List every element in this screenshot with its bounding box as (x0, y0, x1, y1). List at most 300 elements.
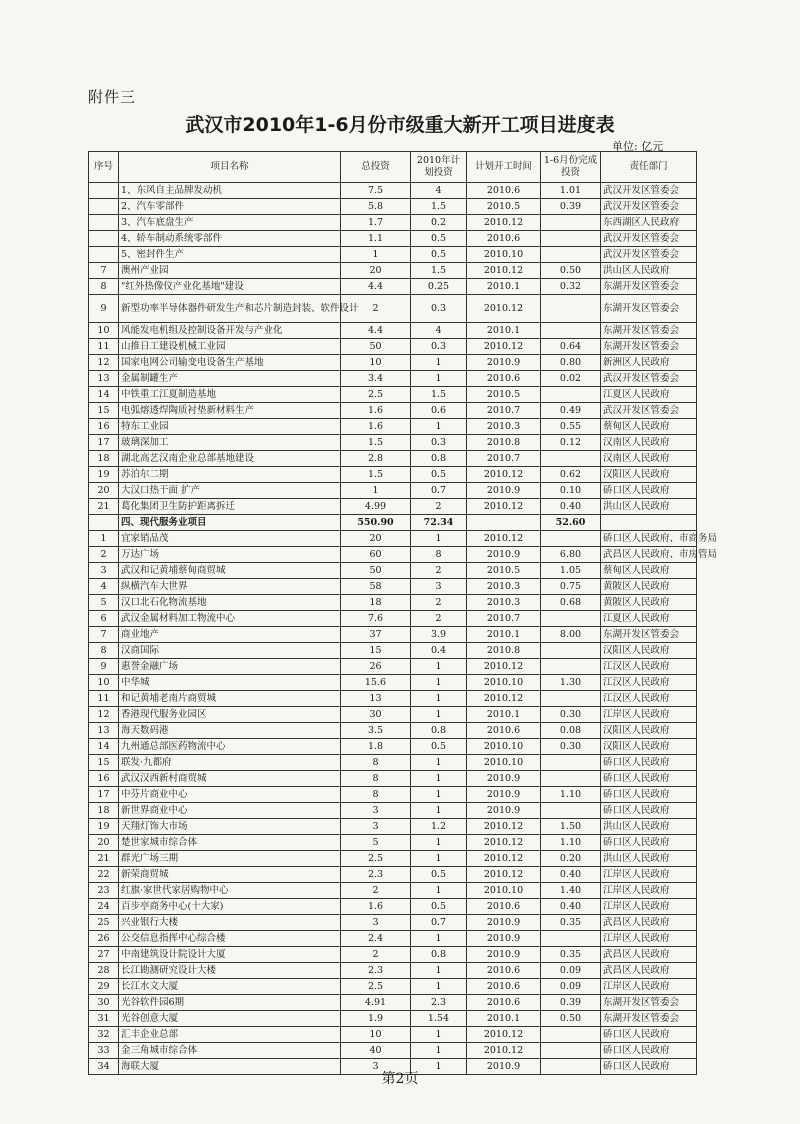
cell-no: 12 (89, 355, 119, 371)
cell-project-name: 九州通总部医药物流中心 (119, 739, 341, 755)
cell-completed-investment: 0.09 (541, 979, 601, 995)
cell-no: 27 (89, 947, 119, 963)
cell-completed-investment: 0.64 (541, 339, 601, 355)
cell-total-investment: 2 (341, 295, 411, 323)
cell-responsible-dept: 武汉开发区管委会 (601, 247, 697, 263)
cell-completed-investment: 0.39 (541, 995, 601, 1011)
cell-project-name: 2、汽车零部件 (119, 199, 341, 215)
table-row (89, 787, 697, 803)
cell-planned-investment: 2 (411, 499, 467, 515)
table-row (89, 627, 697, 643)
cell-no: 19 (89, 819, 119, 835)
cell-planned-investment: 1 (411, 835, 467, 851)
cell-start-time: 2010.1 (467, 279, 541, 295)
table-row (89, 579, 697, 595)
cell-responsible-dept: 硚口区人民政府 (601, 835, 697, 851)
cell-start-time: 2010.12 (467, 659, 541, 675)
cell-start-time: 2010.9 (467, 915, 541, 931)
cell-project-name: 商业地产 (119, 627, 341, 643)
cell-completed-investment (541, 931, 601, 947)
cell-completed-investment: 1.10 (541, 787, 601, 803)
cell-planned-investment: 1.5 (411, 387, 467, 403)
table-row (89, 691, 697, 707)
page-title: 武汉市2010年1-6月份市级重大新开工项目进度表 (185, 114, 615, 136)
cell-project-name: 新荣商贸城 (119, 867, 341, 883)
cell-project-name: 新型功率半导体器件研发生产和芯片制造封装、软件设计 (119, 295, 341, 323)
table-row (89, 355, 697, 371)
cell-responsible-dept: 武昌区人民政府 (601, 947, 697, 963)
cell-responsible-dept: 东湖开发区管委会 (601, 1011, 697, 1027)
cell-start-time: 2010.3 (467, 579, 541, 595)
cell-start-time: 2010.12 (467, 531, 541, 547)
cell-no: 19 (89, 467, 119, 483)
cell-project-name: 汇丰企业总部 (119, 1027, 341, 1043)
cell-responsible-dept: 东湖开发区管委会 (601, 627, 697, 643)
cell-no: 4 (89, 579, 119, 595)
table-row (89, 819, 697, 835)
cell-total-investment: 50 (341, 563, 411, 579)
cell-start-time: 2010.9 (467, 1059, 541, 1075)
cell-responsible-dept: 汉阳区人民政府 (601, 643, 697, 659)
cell-planned-investment: 3.9 (411, 627, 467, 643)
progress-table (88, 151, 718, 1075)
cell-total-investment: 13 (341, 691, 411, 707)
table-row (89, 515, 697, 531)
cell-total-investment: 15 (341, 643, 411, 659)
table-row (89, 339, 697, 355)
cell-responsible-dept: 江岸区人民政府 (601, 979, 697, 995)
cell-planned-investment: 0.3 (411, 435, 467, 451)
cell-start-time: 2010.1 (467, 627, 541, 643)
cell-total-investment: 2.3 (341, 867, 411, 883)
cell-no: 7 (89, 263, 119, 279)
table-row (89, 771, 697, 787)
column-header-start: 计划开工时间 (467, 152, 541, 183)
cell-project-name: 海天数码港 (119, 723, 341, 739)
cell-no (89, 183, 119, 199)
cell-start-time: 2010.10 (467, 755, 541, 771)
cell-completed-investment (541, 323, 601, 339)
cell-start-time: 2010.7 (467, 611, 541, 627)
cell-planned-investment: 1 (411, 531, 467, 547)
cell-no: 18 (89, 803, 119, 819)
cell-start-time: 2010.12 (467, 295, 541, 323)
cell-completed-investment (541, 803, 601, 819)
cell-start-time: 2010.5 (467, 563, 541, 579)
cell-planned-investment: 0.8 (411, 947, 467, 963)
cell-total-investment: 1.6 (341, 403, 411, 419)
cell-project-name: 惠誉金融广场 (119, 659, 341, 675)
cell-total-investment: 3.4 (341, 371, 411, 387)
cell-total-investment: 1 (341, 483, 411, 499)
cell-planned-investment: 0.5 (411, 739, 467, 755)
cell-start-time: 2010.9 (467, 547, 541, 563)
cell-start-time: 2010.9 (467, 947, 541, 963)
table-row (89, 483, 697, 499)
cell-planned-investment: 4 (411, 183, 467, 199)
cell-planned-investment: 1 (411, 851, 467, 867)
cell-responsible-dept: 武汉开发区管委会 (601, 403, 697, 419)
cell-total-investment: 2.5 (341, 851, 411, 867)
cell-no: 15 (89, 755, 119, 771)
cell-project-name: 4、轿车制动系统零部件 (119, 231, 341, 247)
cell-total-investment: 3 (341, 1059, 411, 1075)
cell-no: 13 (89, 371, 119, 387)
cell-no: 3 (89, 563, 119, 579)
cell-completed-investment: 1.10 (541, 835, 601, 851)
cell-completed-investment (541, 1043, 601, 1059)
cell-total-investment: 20 (341, 531, 411, 547)
table-row (89, 643, 697, 659)
cell-responsible-dept: 洪山区人民政府 (601, 499, 697, 515)
cell-no (89, 515, 119, 531)
cell-planned-investment: 72.34 (411, 515, 467, 531)
cell-planned-investment: 1.5 (411, 199, 467, 215)
cell-total-investment: 8 (341, 787, 411, 803)
cell-completed-investment (541, 755, 601, 771)
cell-no: 16 (89, 419, 119, 435)
cell-responsible-dept: 硚口区人民政府 (601, 1027, 697, 1043)
table-row (89, 563, 697, 579)
cell-start-time: 2010.6 (467, 183, 541, 199)
cell-start-time: 2010.7 (467, 403, 541, 419)
cell-planned-investment: 0.25 (411, 279, 467, 295)
cell-responsible-dept: 江岸区人民政府 (601, 883, 697, 899)
table-row (89, 451, 697, 467)
column-header-dept: 责任部门 (601, 152, 697, 183)
cell-planned-investment: 3 (411, 579, 467, 595)
cell-total-investment: 3 (341, 803, 411, 819)
cell-no: 21 (89, 851, 119, 867)
cell-total-investment: 8 (341, 755, 411, 771)
cell-planned-investment: 0.3 (411, 295, 467, 323)
cell-completed-investment: 0.40 (541, 867, 601, 883)
cell-planned-investment: 1 (411, 883, 467, 899)
table-row (89, 995, 697, 1011)
cell-no: 6 (89, 611, 119, 627)
cell-planned-investment: 1.5 (411, 263, 467, 279)
cell-responsible-dept: 硚口区人民政府 (601, 771, 697, 787)
cell-start-time: 2010.9 (467, 931, 541, 947)
table-row (89, 611, 697, 627)
cell-start-time: 2010.5 (467, 387, 541, 403)
cell-responsible-dept: 东湖开发区管委会 (601, 279, 697, 295)
cell-no: 30 (89, 995, 119, 1011)
table-row (89, 915, 697, 931)
cell-no: 11 (89, 691, 119, 707)
table-row (89, 675, 697, 691)
cell-start-time: 2010.6 (467, 995, 541, 1011)
cell-completed-investment: 8.00 (541, 627, 601, 643)
cell-project-name: 宜家销品茂 (119, 531, 341, 547)
cell-responsible-dept: 东湖开发区管委会 (601, 295, 697, 323)
cell-planned-investment: 1 (411, 787, 467, 803)
cell-completed-investment (541, 659, 601, 675)
table-row (89, 199, 697, 215)
cell-responsible-dept: 东西湖区人民政府 (601, 215, 697, 231)
table-row (89, 371, 697, 387)
cell-planned-investment: 1 (411, 979, 467, 995)
cell-planned-investment: 0.5 (411, 231, 467, 247)
cell-project-name: 湖北高艺汉南企业总部基地建设 (119, 451, 341, 467)
table-row (89, 931, 697, 947)
cell-start-time: 2010.12 (467, 215, 541, 231)
table-row (89, 1011, 697, 1027)
cell-start-time: 2010.8 (467, 643, 541, 659)
cell-completed-investment (541, 611, 601, 627)
cell-responsible-dept: 汉阳区人民政府 (601, 739, 697, 755)
cell-start-time: 2010.12 (467, 339, 541, 355)
cell-responsible-dept: 武汉开发区管委会 (601, 199, 697, 215)
table-row (89, 707, 697, 723)
cell-no: 17 (89, 787, 119, 803)
cell-project-name: 长江水文大厦 (119, 979, 341, 995)
cell-total-investment: 1.1 (341, 231, 411, 247)
cell-responsible-dept: 江汉区人民政府 (601, 691, 697, 707)
cell-completed-investment: 0.08 (541, 723, 601, 739)
cell-no (89, 215, 119, 231)
table-row (89, 435, 697, 451)
cell-start-time: 2010.12 (467, 1043, 541, 1059)
cell-start-time: 2010.6 (467, 723, 541, 739)
cell-no: 18 (89, 451, 119, 467)
cell-total-investment: 10 (341, 355, 411, 371)
table-row (89, 883, 697, 899)
cell-planned-investment: 1 (411, 963, 467, 979)
cell-start-time: 2010.10 (467, 247, 541, 263)
cell-completed-investment (541, 771, 601, 787)
cell-responsible-dept: 黄陂区人民政府 (601, 579, 697, 595)
cell-start-time: 2010.12 (467, 499, 541, 515)
cell-responsible-dept: 硚口区人民政府、市商务局 (601, 531, 697, 547)
cell-project-name: 红旗·家世代家居购物中心 (119, 883, 341, 899)
table-row (89, 755, 697, 771)
cell-responsible-dept: 蔡甸区人民政府 (601, 563, 697, 579)
cell-total-investment: 3 (341, 915, 411, 931)
cell-project-name: 中华城 (119, 675, 341, 691)
table-row (89, 231, 697, 247)
cell-total-investment: 40 (341, 1043, 411, 1059)
cell-total-investment: 2.4 (341, 931, 411, 947)
cell-planned-investment: 0.5 (411, 467, 467, 483)
cell-total-investment: 2.3 (341, 963, 411, 979)
cell-completed-investment: 0.02 (541, 371, 601, 387)
cell-planned-investment: 0.5 (411, 247, 467, 263)
table-row (89, 1043, 697, 1059)
cell-no: 11 (89, 339, 119, 355)
cell-planned-investment: 1 (411, 371, 467, 387)
cell-no: 22 (89, 867, 119, 883)
cell-completed-investment: 0.55 (541, 419, 601, 435)
cell-start-time: 2010.10 (467, 739, 541, 755)
cell-completed-investment (541, 387, 601, 403)
table-row (89, 183, 697, 199)
cell-planned-investment: 1 (411, 1027, 467, 1043)
cell-completed-investment: 0.10 (541, 483, 601, 499)
column-header-done: 1-6月份完成投资 (541, 152, 601, 183)
cell-planned-investment: 1 (411, 803, 467, 819)
cell-start-time: 2010.12 (467, 1027, 541, 1043)
cell-total-investment: 1.7 (341, 215, 411, 231)
cell-no: 7 (89, 627, 119, 643)
cell-completed-investment: 0.75 (541, 579, 601, 595)
cell-start-time: 2010.6 (467, 979, 541, 995)
cell-total-investment: 2 (341, 947, 411, 963)
table-row (89, 547, 697, 563)
cell-completed-investment: 0.20 (541, 851, 601, 867)
cell-responsible-dept: 武汉开发区管委会 (601, 231, 697, 247)
cell-responsible-dept: 武昌区人民政府 (601, 963, 697, 979)
cell-responsible-dept: 武昌区人民政府、市房管局 (601, 547, 697, 563)
cell-project-name: 纵横汽车大世界 (119, 579, 341, 595)
cell-responsible-dept: 江夏区人民政府 (601, 387, 697, 403)
cell-project-name: 和记黄埔老南片商贸城 (119, 691, 341, 707)
cell-start-time: 2010.12 (467, 263, 541, 279)
cell-start-time: 2010.1 (467, 323, 541, 339)
cell-project-name: 中铁重工江夏制造基地 (119, 387, 341, 403)
cell-no: 13 (89, 723, 119, 739)
cell-start-time: 2010.12 (467, 867, 541, 883)
cell-planned-investment: 4 (411, 323, 467, 339)
cell-completed-investment: 0.80 (541, 355, 601, 371)
table-row (89, 531, 697, 547)
table-row (89, 659, 697, 675)
cell-project-name: "红外热像仪产业化基地"建设 (119, 279, 341, 295)
cell-total-investment: 20 (341, 263, 411, 279)
cell-start-time: 2010.10 (467, 675, 541, 691)
cell-planned-investment: 1 (411, 675, 467, 691)
cell-project-name: 澳州产业园 (119, 263, 341, 279)
cell-responsible-dept (601, 515, 697, 531)
cell-no: 25 (89, 915, 119, 931)
cell-planned-investment: 2.3 (411, 995, 467, 1011)
cell-planned-investment: 8 (411, 547, 467, 563)
cell-no (89, 199, 119, 215)
cell-start-time: 2010.10 (467, 883, 541, 899)
cell-start-time: 2010.6 (467, 899, 541, 915)
cell-completed-investment: 0.35 (541, 947, 601, 963)
cell-no: 16 (89, 771, 119, 787)
cell-project-name: 风能发电机组及控制设备开发与产业化 (119, 323, 341, 339)
cell-responsible-dept: 江汉区人民政府 (601, 675, 697, 691)
cell-project-name: 玻璃深加工 (119, 435, 341, 451)
cell-total-investment: 550.90 (341, 515, 411, 531)
cell-project-name: 国家电网公司输变电设备生产基地 (119, 355, 341, 371)
cell-no: 9 (89, 295, 119, 323)
cell-total-investment: 1.6 (341, 419, 411, 435)
cell-planned-investment: 0.8 (411, 451, 467, 467)
cell-start-time: 2010.9 (467, 771, 541, 787)
cell-completed-investment: 0.35 (541, 915, 601, 931)
column-header-plan: 2010年计划投资 (411, 152, 467, 183)
cell-completed-investment (541, 691, 601, 707)
cell-project-name: 新世界商业中心 (119, 803, 341, 819)
cell-responsible-dept: 黄陂区人民政府 (601, 595, 697, 611)
attachment-label: 附件三 (88, 88, 137, 106)
cell-project-name: 金属制罐生产 (119, 371, 341, 387)
column-header-no: 序号 (89, 152, 119, 183)
table-row (89, 803, 697, 819)
cell-responsible-dept: 硚口区人民政府 (601, 787, 697, 803)
cell-no: 8 (89, 279, 119, 295)
cell-completed-investment: 0.32 (541, 279, 601, 295)
cell-responsible-dept: 硚口区人民政府 (601, 1059, 697, 1075)
cell-completed-investment: 1.01 (541, 183, 601, 199)
cell-completed-investment (541, 531, 601, 547)
cell-completed-investment: 0.39 (541, 199, 601, 215)
cell-responsible-dept: 洪山区人民政府 (601, 851, 697, 867)
cell-total-investment: 58 (341, 579, 411, 595)
cell-project-name: 万达广场 (119, 547, 341, 563)
cell-total-investment: 10 (341, 1027, 411, 1043)
cell-planned-investment: 0.6 (411, 403, 467, 419)
cell-total-investment: 3.5 (341, 723, 411, 739)
cell-total-investment: 4.4 (341, 323, 411, 339)
cell-project-name: 光谷软件园6期 (119, 995, 341, 1011)
cell-no: 29 (89, 979, 119, 995)
cell-start-time: 2010.8 (467, 435, 541, 451)
cell-total-investment: 5 (341, 835, 411, 851)
cell-no: 31 (89, 1011, 119, 1027)
table-header-row (89, 152, 697, 183)
cell-total-investment: 4.4 (341, 279, 411, 295)
cell-project-name: 公交信息指挥中心综合楼 (119, 931, 341, 947)
cell-responsible-dept: 硚口区人民政府 (601, 755, 697, 771)
cell-no: 26 (89, 931, 119, 947)
cell-planned-investment: 1 (411, 659, 467, 675)
cell-total-investment: 2.8 (341, 451, 411, 467)
cell-no: 10 (89, 675, 119, 691)
table-body (89, 183, 718, 1075)
cell-start-time: 2010.12 (467, 819, 541, 835)
table-row (89, 899, 697, 915)
cell-no: 32 (89, 1027, 119, 1043)
cell-planned-investment: 0.8 (411, 723, 467, 739)
cell-completed-investment: 0.30 (541, 707, 601, 723)
cell-start-time: 2010.12 (467, 851, 541, 867)
cell-start-time: 2010.7 (467, 451, 541, 467)
cell-start-time: 2010.3 (467, 595, 541, 611)
cell-total-investment: 2.5 (341, 387, 411, 403)
cell-planned-investment: 2 (411, 611, 467, 627)
cell-completed-investment: 0.50 (541, 263, 601, 279)
cell-responsible-dept: 武昌区人民政府 (601, 915, 697, 931)
cell-start-time: 2010.5 (467, 199, 541, 215)
cell-completed-investment: 1.50 (541, 819, 601, 835)
cell-no: 34 (89, 1059, 119, 1075)
table-row (89, 851, 697, 867)
column-header-total: 总投资 (341, 152, 411, 183)
cell-completed-investment (541, 231, 601, 247)
cell-total-investment: 4.99 (341, 499, 411, 515)
cell-project-name: 楚世家城市综合体 (119, 835, 341, 851)
table-row (89, 595, 697, 611)
cell-planned-investment: 1 (411, 355, 467, 371)
table-row (89, 295, 697, 323)
cell-planned-investment: 0.3 (411, 339, 467, 355)
cell-no: 28 (89, 963, 119, 979)
cell-responsible-dept: 江岸区人民政府 (601, 867, 697, 883)
cell-planned-investment: 0.5 (411, 899, 467, 915)
cell-completed-investment: 0.40 (541, 499, 601, 515)
cell-planned-investment: 2 (411, 563, 467, 579)
cell-planned-investment: 0.7 (411, 483, 467, 499)
cell-total-investment: 50 (341, 339, 411, 355)
cell-completed-investment: 6.80 (541, 547, 601, 563)
cell-total-investment: 8 (341, 771, 411, 787)
cell-total-investment: 5.8 (341, 199, 411, 215)
cell-total-investment: 1.5 (341, 467, 411, 483)
